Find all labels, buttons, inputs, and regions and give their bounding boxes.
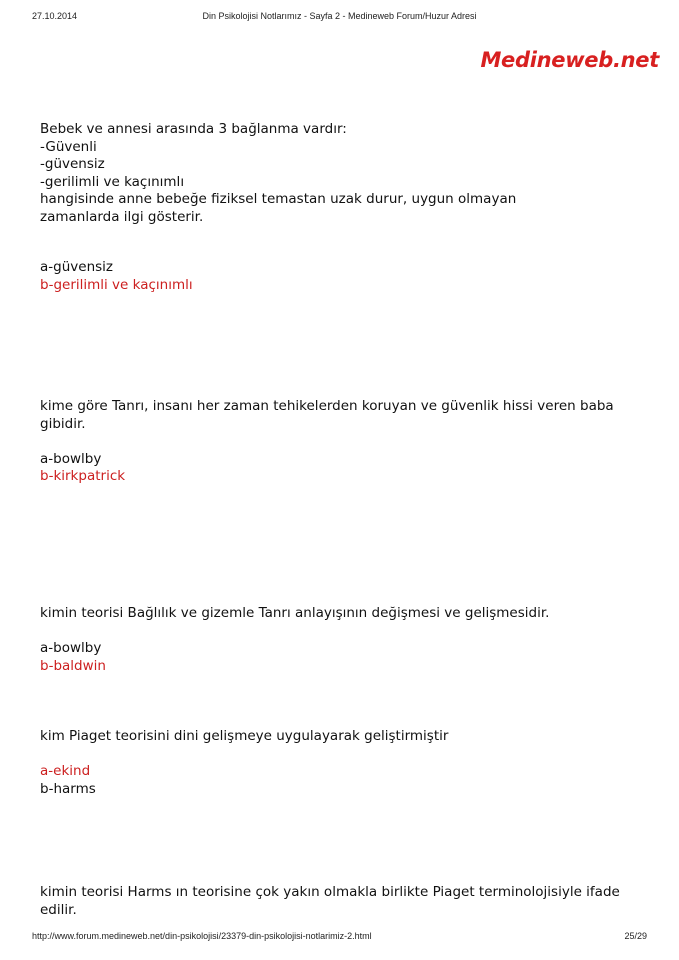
site-logo[interactable]: Medineweb.net bbox=[480, 48, 659, 72]
answer-options-1 bbox=[40, 259, 640, 294]
attachment-type: -gerilimli ve kaçınımlı bbox=[40, 173, 185, 190]
spacer bbox=[40, 433, 640, 451]
question-text: kimin teorisi Bağlılık ve gizemle Tanrı anlayışının değişmesi ve gelişmesidir. bbox=[40, 605, 550, 621]
option-b: b-harms bbox=[40, 780, 96, 797]
spacer bbox=[40, 623, 640, 641]
option-a-correct: a-ekind bbox=[40, 763, 91, 779]
question-block-1 bbox=[40, 121, 640, 226]
attachment-type: -güvensiz bbox=[40, 156, 105, 172]
question-text: kimin teorisi Harms ın teorisine çok yakın olmakla birlikte Piaget terminolojisiyle ifade edilir. bbox=[40, 884, 620, 918]
question-intro: Bebek ve annesi arasında 3 bağlanma vardır: bbox=[40, 121, 347, 137]
question-block-2 bbox=[40, 398, 640, 486]
question-block-4 bbox=[40, 728, 640, 798]
question-text: kime göre Tanrı, insanı her zaman tehikelerden koruyan ve güvenlik hissi veren baba gibidir. bbox=[40, 398, 614, 432]
page-number: 25/29 bbox=[624, 931, 647, 941]
option-a: a-güvensiz bbox=[40, 259, 113, 275]
option-a: a-bowlby bbox=[40, 450, 102, 467]
page-title: Din Psikolojisi Notlarımız - Sayfa 2 - Medineweb Forum/Huzur Adresi bbox=[202, 11, 477, 21]
spacer bbox=[40, 746, 640, 764]
question-text: hangisinde anne bebeğe fiziksel temastan uzak durur, uygun olmayan zamanlarda ilgi gösterir. bbox=[40, 191, 517, 225]
question-block-5 bbox=[40, 884, 640, 919]
print-date: 27.10.2014 bbox=[32, 11, 78, 21]
source-url[interactable]: http://www.forum.medineweb.net/din-psikolojisi/23379-din-psikolojisi-notlarimiz-2.html bbox=[32, 931, 372, 941]
question-text: kim Piaget teorisini dini gelişmeye uygulayarak geliştirmiştir bbox=[40, 728, 449, 744]
option-b-correct: b-gerilimli ve kaçınımlı bbox=[40, 276, 193, 293]
question-block-3 bbox=[40, 605, 640, 675]
option-a: a-bowlby bbox=[40, 640, 102, 656]
option-b-correct: b-kirkpatrick bbox=[40, 468, 126, 484]
attachment-type: -Güvenli bbox=[40, 138, 97, 155]
option-b-correct: b-baldwin bbox=[40, 657, 106, 674]
